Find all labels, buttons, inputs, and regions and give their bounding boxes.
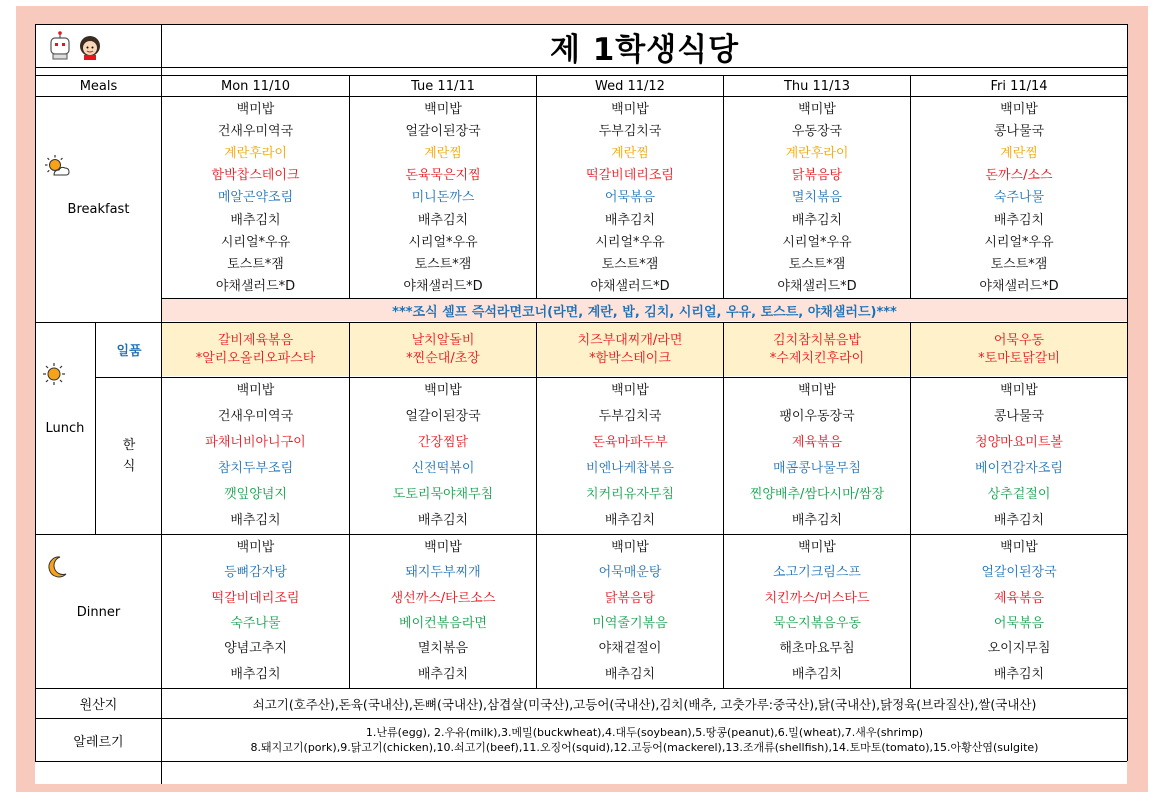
menu-item: 건새우미역국	[217, 409, 294, 425]
menu-item: 매콤콩나물무침	[773, 460, 861, 476]
menu-item: 배추김치	[604, 212, 656, 228]
menu-item: 어묵볶음	[993, 616, 1045, 632]
menu-item: 어묵볶음	[604, 190, 656, 206]
menu-item: 배추김치	[993, 666, 1045, 682]
meals-header: Meals	[79, 78, 118, 94]
ilpum-mon	[162, 323, 349, 376]
day-header: Mon 11/10	[220, 78, 290, 94]
dinner-label: Dinner	[76, 604, 121, 620]
menu-item: 제육볶음	[791, 435, 843, 451]
menu-item: 백미밥	[798, 540, 836, 556]
hansik-menu-thu	[724, 378, 910, 533]
menu-item: 야채샐러드*D	[590, 279, 670, 295]
menu-item: 간장찜닭	[417, 435, 469, 451]
grid-line	[349, 75, 350, 298]
menu-item: 해초마요무침	[779, 641, 855, 657]
menu-item: 숙주나물	[230, 616, 281, 632]
menu-item: 떡갈비데리조림	[211, 590, 300, 606]
menu-item: 얼갈이된장국	[981, 565, 1057, 581]
breakfast-menu-wed	[537, 98, 723, 298]
menu-item: 시리얼*우유	[782, 234, 852, 250]
menu-item: 생선까스/타르소스	[390, 590, 496, 606]
dinner-menu-thu	[724, 535, 910, 687]
self-ramen-corner-notice: ***조식 셀프 즉석라면코너(라면, 계란, 밥, 김치, 시리얼, 우유, 토스트, 야채샐러드)***	[162, 299, 1127, 321]
menu-item: 시리얼*우유	[220, 234, 291, 250]
menu-item: 두부김치국	[598, 409, 662, 425]
menu-item: 청양마요미트볼	[975, 435, 1063, 451]
ilpum-item: *함박스테이크	[589, 350, 671, 366]
menu-item: 백미밥	[1000, 383, 1038, 399]
menu-item: 배추김치	[993, 512, 1045, 528]
allergy-line: 1.난류(egg), 2.우유(milk),3.메밀(buckwheat),4.대두(soybean),5.땅콩(peanut),6.밀(wheat),7.새우(shrimp)	[365, 726, 924, 739]
breakfast-label: Breakfast	[67, 201, 130, 217]
menu-item: 토스트*잼	[227, 257, 284, 273]
menu-item: 시리얼*우유	[408, 234, 478, 250]
menu-item: 야채샐러드*D	[215, 279, 296, 295]
menu-item: 백미밥	[798, 101, 836, 117]
menu-item: 백미밥	[424, 383, 462, 399]
allergy-label: 알레르기	[73, 734, 124, 750]
menu-item: 우동장국	[791, 123, 843, 139]
menu-item: 양념고추지	[224, 641, 287, 657]
hansik-label-char: 한	[122, 437, 136, 453]
menu-item: 야채겉절이	[598, 641, 662, 657]
breakfast-menu-fri	[911, 98, 1127, 298]
ilpum-item: *수제치킨후라이	[769, 350, 865, 366]
grid-line	[1127, 24, 1128, 761]
ilpum-label: 일품	[116, 344, 142, 359]
ilpum-fri	[911, 323, 1127, 376]
menu-item: 닭볶음탕	[791, 168, 843, 184]
dinner-menu-tue	[350, 535, 536, 687]
breakfast-menu-tue	[350, 98, 536, 298]
sun-icon	[42, 362, 66, 386]
menu-item: 오이지무침	[987, 641, 1051, 657]
allergy-text	[162, 719, 1127, 761]
menu-item: 상추겉절이	[987, 486, 1051, 502]
menu-item: 배추김치	[230, 666, 281, 682]
grid-line	[96, 377, 1127, 378]
breakfast-menu-thu	[724, 98, 910, 298]
grid-line	[723, 322, 724, 688]
menu-item: 팽이우동장국	[779, 409, 855, 425]
menu-item: 콩나물국	[993, 123, 1045, 139]
menu-item: 백미밥	[1000, 101, 1038, 117]
menu-item: 토스트*잼	[414, 257, 472, 273]
menu-item: 배추김치	[417, 666, 469, 682]
menu-item: 신전떡볶이	[411, 460, 475, 476]
origin-label: 원산지	[79, 698, 118, 713]
menu-item: 시리얼*우유	[595, 234, 665, 250]
grid-line	[35, 24, 36, 761]
menu-item: 배추김치	[604, 512, 656, 528]
day-header: Wed 11/12	[595, 78, 665, 94]
dinner-menu-wed	[537, 535, 723, 687]
menu-item: 토스트*잼	[601, 257, 659, 273]
menu-item: 어묵매운탕	[598, 565, 662, 581]
hansik-menu-mon	[162, 378, 349, 533]
menu-item: 계란찜	[424, 146, 462, 162]
menu-item: 토스트*잼	[788, 257, 846, 273]
menu-item: 멸치볶음	[417, 641, 469, 657]
menu-item: 백미밥	[1000, 540, 1038, 556]
grid-line	[95, 322, 96, 534]
menu-item: 멸치볶음	[791, 190, 843, 206]
grid-line	[35, 96, 1127, 97]
grid-line	[349, 322, 350, 688]
menu-item: 참치두부조림	[217, 460, 294, 476]
hansik-label-char: 식	[122, 458, 136, 474]
menu-item: 계란찜	[1000, 146, 1038, 162]
grid-line	[35, 322, 1127, 323]
menu-item: 미역줄기볶음	[592, 616, 668, 632]
menu-item: 등뼈감자탕	[224, 565, 287, 581]
grid-line	[536, 75, 537, 298]
dinner-menu-fri	[911, 535, 1127, 687]
menu-item: 떡갈비데리조림	[586, 168, 674, 184]
menu-item: 묵은지볶음우동	[773, 616, 861, 632]
menu-item: 백미밥	[798, 383, 836, 399]
ilpum-item: *토마토닭갈비	[978, 350, 1060, 366]
ilpum-item: 어묵우동	[993, 332, 1045, 348]
menu-item: 야채샐러드*D	[777, 279, 857, 295]
menu-item: 도토리묵야채무침	[392, 486, 494, 502]
grid-line	[35, 688, 1127, 689]
menu-item: 베이컨볶음라면	[399, 616, 487, 632]
ilpum-item: *알리오올리오파스타	[195, 350, 316, 366]
day-header: Tue 11/11	[411, 78, 475, 94]
dinner-menu-mon	[162, 535, 349, 687]
menu-item: 닭볶음탕	[604, 590, 656, 606]
menu-item: 배추김치	[791, 666, 843, 682]
menu-item: 시리얼*우유	[984, 234, 1054, 250]
menu-item: 배추김치	[993, 212, 1045, 228]
grid-line	[35, 534, 1127, 535]
menu-item: 콩나물국	[993, 409, 1045, 425]
robot-and-girl-mascot-icon	[45, 30, 110, 62]
menu-item: 백미밥	[236, 101, 275, 117]
menu-item: 건새우미역국	[217, 123, 294, 139]
menu-item: 치커리유자무침	[586, 486, 674, 502]
ilpum-tue	[350, 323, 536, 376]
menu-item: 제육볶음	[993, 590, 1045, 606]
menu-item: 얼갈이된장국	[405, 409, 481, 425]
ilpum-item: 치즈부대찌개/라면	[577, 332, 683, 348]
ilpum-wed	[537, 323, 723, 376]
grid-line	[910, 322, 911, 688]
menu-item: 계란찜	[611, 146, 649, 162]
menu-item: 배추김치	[791, 512, 843, 528]
menu-item: 백미밥	[236, 540, 275, 556]
sun-cloud-icon	[44, 154, 70, 178]
hansik-menu-tue	[350, 378, 536, 533]
menu-item: 함박찹스테이크	[211, 168, 300, 184]
lunch-label: Lunch	[45, 420, 85, 436]
grid-line	[162, 298, 1127, 299]
menu-item: 토스트*잼	[990, 257, 1048, 273]
grid-line	[35, 718, 1127, 719]
ilpum-item: 김치참치볶음밥	[773, 332, 861, 348]
menu-item: 치킨까스/머스타드	[764, 590, 870, 606]
menu-item: 야채샐러드*D	[403, 279, 483, 295]
menu-item: 깻잎양념지	[224, 486, 287, 502]
menu-item: 배추김치	[604, 666, 656, 682]
menu-item: 백미밥	[611, 101, 649, 117]
hansik-menu-wed	[537, 378, 723, 533]
menu-item: 돼지두부찌개	[405, 565, 481, 581]
day-header: Thu 11/13	[783, 78, 850, 94]
ilpum-item: *찐순대/초장	[406, 350, 480, 366]
menu-item: 얼갈이된장국	[405, 123, 481, 139]
menu-item: 베이컨감자조림	[975, 460, 1063, 476]
menu-item: 찐양배추/쌈다시마/쌈장	[749, 486, 885, 502]
menu-item: 계란후라이	[785, 146, 849, 162]
menu-item: 배추김치	[230, 512, 281, 528]
menu-item: 야채샐러드*D	[979, 279, 1059, 295]
hansik-label	[96, 378, 162, 533]
menu-item: 백미밥	[424, 540, 462, 556]
ilpum-item: 날치알돌비	[411, 332, 475, 348]
menu-item: 돈까스/소스	[985, 168, 1053, 184]
menu-item: 계란후라이	[224, 146, 287, 162]
grid-line	[723, 75, 724, 298]
allergy-line: 8.돼지고기(pork),9.닭고기(chicken),10.쇠고기(beef),11.오징어(squid),12.고등어(mackerel),13.조개류(shellfish),14.토마토(tomato),15.아황산염(sulgite)	[250, 741, 1039, 754]
menu-item: 백미밥	[424, 101, 462, 117]
grid-line	[35, 24, 1127, 25]
ilpum-item: 갈비제육볶음	[217, 332, 294, 348]
menu-item: 배추김치	[791, 212, 843, 228]
menu-item: 소고기크림스프	[773, 565, 861, 581]
page-title: 제 1학생식당	[549, 31, 740, 68]
menu-item: 두부김치국	[598, 123, 662, 139]
menu-item: 배추김치	[417, 212, 469, 228]
menu-item: 숙주나물	[993, 190, 1045, 206]
crescent-moon-icon	[46, 555, 68, 579]
menu-item: 돈육묵은지찜	[405, 168, 481, 184]
menu-item: 배추김치	[417, 512, 469, 528]
hansik-menu-fri	[911, 378, 1127, 533]
grid-line	[35, 75, 1127, 76]
menu-item: 돈육마파두부	[592, 435, 668, 451]
grid-line	[910, 75, 911, 298]
menu-item: 백미밥	[611, 540, 649, 556]
menu-item: 파채너비아니구이	[205, 435, 306, 451]
grid-line	[536, 322, 537, 688]
menu-item: 비엔나케찹볶음	[586, 460, 674, 476]
breakfast-menu-mon	[162, 98, 349, 298]
menu-item: 메알곤약조림	[217, 190, 294, 206]
ilpum-thu	[724, 323, 910, 376]
menu-item: 백미밥	[611, 383, 649, 399]
day-header: Fri 11/14	[990, 78, 1048, 94]
menu-item: 배추김치	[230, 212, 281, 228]
grid-line	[35, 67, 1127, 68]
grid-line	[161, 24, 162, 784]
origin-text: 쇠고기(호주산),돈육(국내산),돈뼈(국내산),삼겹살(미국산),고등어(국내산),김치(배추, 고춧가루:중국산),닭(국내산),닭정육(브라질산),쌀(국내산)	[252, 696, 1037, 712]
grid-line	[35, 761, 1127, 762]
menu-item: 미니돈까스	[411, 190, 475, 206]
menu-item: 백미밥	[236, 383, 275, 399]
